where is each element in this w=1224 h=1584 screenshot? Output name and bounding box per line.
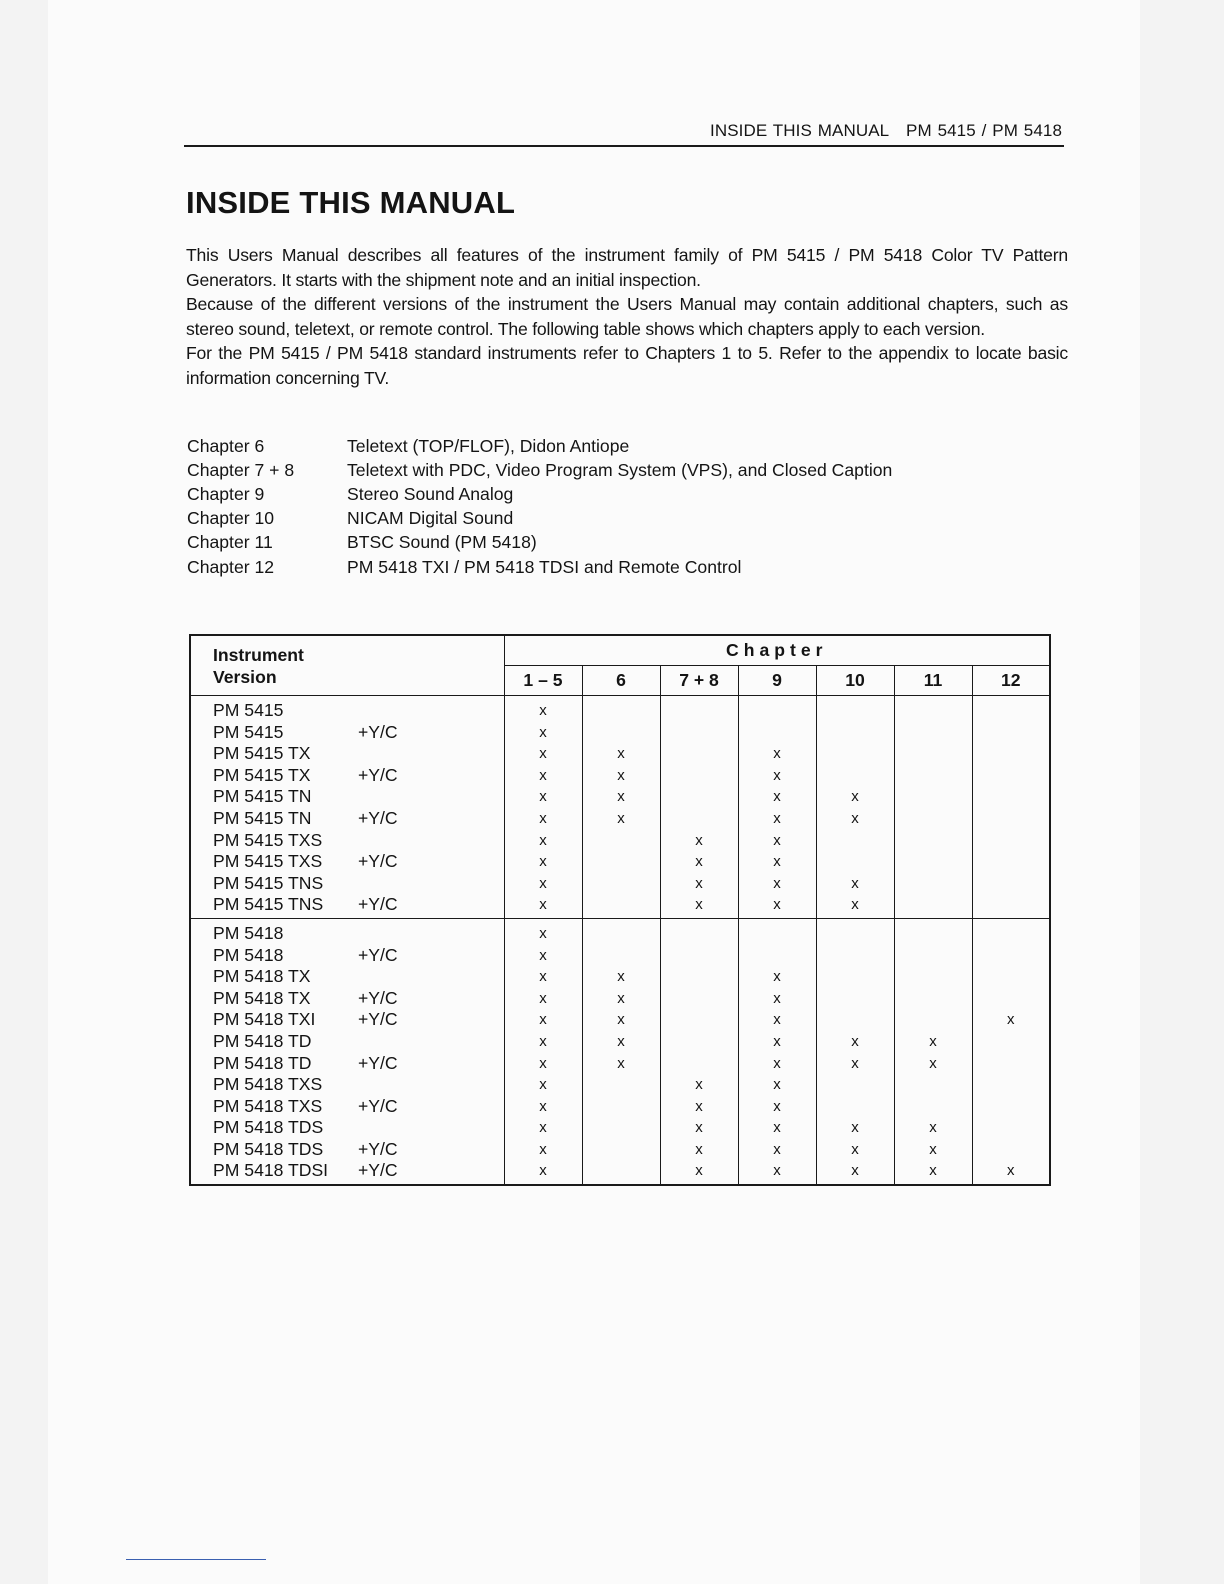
applies-mark xyxy=(817,743,894,765)
column-header: 11 xyxy=(894,666,972,696)
applies-mark xyxy=(973,1031,1050,1053)
applies-mark: x xyxy=(539,723,547,741)
instrument-group xyxy=(190,696,1050,919)
applies-mark: x xyxy=(773,968,781,986)
chapter-column-cell xyxy=(894,918,972,1185)
applies-mark: x xyxy=(773,853,781,871)
applies-mark xyxy=(583,1096,660,1118)
applies-mark xyxy=(583,700,660,722)
chapter-matrix-table xyxy=(189,634,1051,1186)
instrument-name: PM 5418 TD xyxy=(213,1030,312,1051)
applies-mark xyxy=(661,743,738,765)
applies-mark xyxy=(973,1096,1050,1118)
applies-mark: x xyxy=(695,853,703,871)
table-row xyxy=(213,1053,504,1075)
applies-mark xyxy=(973,1074,1050,1096)
applies-mark xyxy=(661,966,738,988)
applies-mark: x xyxy=(851,896,859,914)
footer-line xyxy=(126,1559,266,1560)
chapter-list-item xyxy=(187,507,892,531)
applies-mark: x xyxy=(539,989,547,1007)
instrument-names-cell xyxy=(190,696,504,919)
applies-mark: x xyxy=(695,1140,703,1158)
applies-mark xyxy=(583,1139,660,1161)
applies-mark: x xyxy=(773,788,781,806)
applies-mark: x xyxy=(773,896,781,914)
applies-mark xyxy=(895,966,972,988)
applies-mark xyxy=(817,988,894,1010)
applies-mark xyxy=(895,1096,972,1118)
applies-mark: x xyxy=(773,1097,781,1115)
applies-mark xyxy=(895,786,972,808)
applies-mark xyxy=(661,808,738,830)
applies-mark: x xyxy=(539,1032,547,1050)
applies-mark: x xyxy=(539,1140,547,1158)
applies-mark xyxy=(973,765,1050,787)
applies-mark: x xyxy=(929,1032,937,1050)
table-row xyxy=(213,1096,504,1118)
applies-mark xyxy=(973,851,1050,873)
chapter-list-item xyxy=(187,531,892,555)
applies-mark xyxy=(817,830,894,852)
instrument-name: PM 5418 TXS xyxy=(213,1074,323,1095)
intro-paragraph: Because of the different versions of the instrument the Users Manual may contain additional chapters, such as stereo sound, teletext, or remote control. The following table shows which chapters apply to each version. xyxy=(186,294,1068,339)
applies-mark xyxy=(973,700,1050,722)
applies-mark: x xyxy=(773,874,781,892)
applies-mark: x xyxy=(929,1054,937,1072)
chapter-column-cell xyxy=(582,696,660,919)
applies-mark xyxy=(739,923,816,945)
applies-mark: x xyxy=(539,788,547,806)
instrument-name: PM 5418 TDS xyxy=(213,1117,324,1138)
instrument-option: +Y/C xyxy=(358,944,398,965)
instrument-name: PM 5418 TX xyxy=(213,966,311,987)
applies-mark xyxy=(583,894,660,916)
instrument-name: PM 5418 TD xyxy=(213,1052,312,1073)
applies-mark: x xyxy=(539,874,547,892)
chapter-number: Chapter 10 xyxy=(187,508,275,529)
applies-mark xyxy=(895,743,972,765)
applies-mark: x xyxy=(539,853,547,871)
instrument-name: PM 5418 TDSI xyxy=(213,1160,329,1181)
instrument-name: PM 5415 TN xyxy=(213,786,312,807)
applies-mark: x xyxy=(773,989,781,1007)
applies-mark xyxy=(661,923,738,945)
applies-mark xyxy=(895,1009,972,1031)
instrument-option: +Y/C xyxy=(358,764,398,785)
chapter-column-cell xyxy=(816,918,894,1185)
applies-mark: x xyxy=(539,702,547,719)
applies-mark: x xyxy=(773,1054,781,1072)
applies-mark xyxy=(739,945,816,967)
applies-mark: x xyxy=(773,1162,781,1180)
applies-mark xyxy=(817,1096,894,1118)
applies-mark xyxy=(895,1074,972,1096)
column-header: 10 xyxy=(816,666,894,696)
applies-mark: x xyxy=(617,989,625,1007)
applies-mark xyxy=(661,945,738,967)
instrument-option: +Y/C xyxy=(358,1009,398,1030)
applies-mark xyxy=(973,1139,1050,1161)
applies-mark xyxy=(817,700,894,722)
chapter-list xyxy=(187,434,892,579)
table-row xyxy=(213,988,504,1010)
applies-mark: x xyxy=(851,1162,859,1180)
applies-mark: x xyxy=(929,1119,937,1137)
instrument-option: +Y/C xyxy=(358,851,398,872)
applies-mark xyxy=(583,830,660,852)
applies-mark xyxy=(661,1009,738,1031)
applies-mark: x xyxy=(695,1162,703,1180)
applies-mark: x xyxy=(539,831,547,849)
instrument-name: PM 5415 TXS xyxy=(213,829,323,850)
applies-mark: x xyxy=(539,1097,547,1115)
applies-mark xyxy=(895,722,972,744)
applies-mark: x xyxy=(617,745,625,763)
instrument-name: PM 5415 TXS xyxy=(213,851,323,872)
applies-mark xyxy=(661,786,738,808)
applies-mark xyxy=(739,722,816,744)
chapter-list-item xyxy=(187,458,892,482)
applies-mark: x xyxy=(617,766,625,784)
applies-mark xyxy=(583,851,660,873)
instrument-name: PM 5418 TXS xyxy=(213,1095,323,1116)
column-header: 6 xyxy=(582,666,660,696)
applies-mark xyxy=(973,988,1050,1010)
applies-mark: x xyxy=(617,968,625,986)
table-row xyxy=(213,945,504,967)
instrument-option: +Y/C xyxy=(358,721,398,742)
applies-mark xyxy=(817,722,894,744)
instrument-name: PM 5415 TN xyxy=(213,807,312,828)
chapter-number: Chapter 11 xyxy=(187,532,273,553)
chapter-description: Teletext (TOP/FLOF), Didon Antiope xyxy=(347,435,630,456)
applies-mark xyxy=(973,722,1050,744)
applies-mark xyxy=(973,830,1050,852)
column-header: 7 + 8 xyxy=(660,666,738,696)
chapter-list-item xyxy=(187,434,892,458)
table-row xyxy=(213,722,504,744)
applies-mark xyxy=(973,808,1050,830)
applies-mark: x xyxy=(539,1076,547,1094)
intro-paragraph: For the PM 5415 / PM 5418 standard instruments refer to Chapters 1 to 5. Refer to the appendix to locate basic information concerning TV. xyxy=(186,343,1068,388)
chapter-column-cell xyxy=(972,918,1050,1185)
chapter-column-cell xyxy=(660,918,738,1185)
applies-mark: x xyxy=(539,896,547,914)
applies-mark: x xyxy=(617,788,625,806)
applies-mark xyxy=(817,966,894,988)
applies-mark xyxy=(895,945,972,967)
applies-mark xyxy=(817,945,894,967)
chapter-column-cell xyxy=(894,696,972,919)
applies-mark xyxy=(973,743,1050,765)
chapter-number: Chapter 9 xyxy=(187,483,265,504)
applies-mark xyxy=(583,923,660,945)
instrument-name: PM 5415 xyxy=(213,700,284,720)
table-row xyxy=(213,743,504,765)
applies-mark: x xyxy=(851,1119,859,1137)
chapter-header: Chapter xyxy=(504,635,1050,666)
intro-text xyxy=(186,243,1068,391)
applies-mark xyxy=(661,765,738,787)
applies-mark xyxy=(661,1053,738,1075)
applies-mark xyxy=(817,851,894,873)
table-row xyxy=(213,1139,504,1161)
applies-mark: x xyxy=(539,1162,547,1180)
instrument-name: PM 5418 TXI xyxy=(213,1009,316,1030)
chapter-column-cell xyxy=(738,696,816,919)
column-header: 1 – 5 xyxy=(504,666,582,696)
applies-mark xyxy=(817,1009,894,1031)
applies-mark: x xyxy=(695,831,703,849)
applies-mark xyxy=(895,808,972,830)
applies-mark xyxy=(973,1053,1050,1075)
applies-mark: x xyxy=(773,831,781,849)
instrument-name: PM 5418 xyxy=(213,922,284,943)
applies-mark xyxy=(583,1160,660,1182)
applies-mark: x xyxy=(929,1162,937,1180)
applies-mark: x xyxy=(773,766,781,784)
column-header: 9 xyxy=(738,666,816,696)
applies-mark xyxy=(895,923,972,945)
applies-mark xyxy=(895,765,972,787)
table-row xyxy=(213,873,504,895)
chapter-description: BTSC Sound (PM 5418) xyxy=(347,532,537,553)
applies-mark xyxy=(583,722,660,744)
applies-mark xyxy=(973,966,1050,988)
table-row xyxy=(213,765,504,787)
applies-mark: x xyxy=(851,788,859,806)
table-row xyxy=(213,894,504,916)
chapter-column-cell xyxy=(582,918,660,1185)
applies-mark xyxy=(583,1117,660,1139)
header-version: Version xyxy=(213,667,277,687)
table-row xyxy=(213,966,504,988)
applies-mark: x xyxy=(695,874,703,892)
applies-mark xyxy=(973,1117,1050,1139)
chapter-number: Chapter 7 + 8 xyxy=(187,459,295,480)
applies-mark: x xyxy=(539,924,547,942)
applies-mark: x xyxy=(539,809,547,827)
table-row xyxy=(213,851,504,873)
applies-mark: x xyxy=(773,1076,781,1094)
instrument-name: PM 5415 TNS xyxy=(213,872,324,893)
chapter-description: PM 5418 TXI / PM 5418 TDSI and Remote Control xyxy=(347,556,742,577)
header-instrument: Instrument xyxy=(213,645,304,665)
table-row xyxy=(213,1117,504,1139)
applies-mark: x xyxy=(539,946,547,964)
instrument-name: PM 5415 xyxy=(213,721,284,742)
intro-paragraph: This Users Manual describes all features of the instrument family of PM 5415 / PM 5418 Color TV Pattern Generators. It starts with the shipment note and an initial inspection. xyxy=(186,245,1068,290)
applies-mark xyxy=(739,700,816,722)
instrument-group xyxy=(190,918,1050,1185)
applies-mark: x xyxy=(617,1011,625,1029)
applies-mark: x xyxy=(617,1032,625,1050)
chapter-column-cell xyxy=(504,918,582,1185)
applies-mark xyxy=(973,873,1050,895)
header-rule xyxy=(184,145,1064,147)
table-row xyxy=(213,830,504,852)
applies-mark: x xyxy=(851,874,859,892)
chapter-number: Chapter 12 xyxy=(187,556,275,577)
applies-mark xyxy=(895,830,972,852)
applies-mark xyxy=(583,1074,660,1096)
running-header: INSIDE THIS MANUAL PM 5415 / PM 5418 xyxy=(710,121,1062,140)
applies-mark xyxy=(583,873,660,895)
chapter-column-cell xyxy=(738,918,816,1185)
applies-mark xyxy=(583,945,660,967)
applies-mark: x xyxy=(539,766,547,784)
applies-mark xyxy=(973,894,1050,916)
chapter-column-cell xyxy=(504,696,582,919)
applies-mark: x xyxy=(851,1140,859,1158)
instrument-names-cell xyxy=(190,918,504,1185)
applies-mark: x xyxy=(695,1076,703,1094)
applies-mark xyxy=(661,700,738,722)
applies-mark: x xyxy=(851,1032,859,1050)
applies-mark: x xyxy=(695,1097,703,1115)
instrument-option: +Y/C xyxy=(358,1138,398,1159)
instrument-name: PM 5418 TDS xyxy=(213,1138,324,1159)
applies-mark xyxy=(895,894,972,916)
applies-mark: x xyxy=(539,745,547,763)
column-header: 12 xyxy=(972,666,1050,696)
applies-mark: x xyxy=(773,809,781,827)
instrument-name: PM 5418 xyxy=(213,944,284,965)
chapter-description: NICAM Digital Sound xyxy=(347,508,514,529)
applies-mark xyxy=(973,945,1050,967)
applies-mark: x xyxy=(851,1054,859,1072)
applies-mark xyxy=(973,923,1050,945)
instrument-version-header xyxy=(190,635,504,696)
table-row xyxy=(213,808,504,830)
chapter-number: Chapter 6 xyxy=(187,435,265,456)
instrument-option: +Y/C xyxy=(358,894,398,915)
applies-mark: x xyxy=(617,1054,625,1072)
instrument-name: PM 5415 TX xyxy=(213,743,311,764)
chapter-list-item xyxy=(187,555,892,579)
chapter-column-cell xyxy=(660,696,738,919)
applies-mark: x xyxy=(539,968,547,986)
applies-mark: x xyxy=(1007,1011,1015,1029)
applies-mark: x xyxy=(773,1119,781,1137)
chapter-list-item xyxy=(187,482,892,506)
table-row xyxy=(213,1074,504,1096)
applies-mark xyxy=(661,1031,738,1053)
applies-mark: x xyxy=(539,1119,547,1137)
applies-mark: x xyxy=(695,896,703,914)
instrument-name: PM 5418 TX xyxy=(213,987,311,1008)
applies-mark xyxy=(817,765,894,787)
instrument-option: +Y/C xyxy=(358,807,398,828)
instrument-option: +Y/C xyxy=(358,1095,398,1116)
instrument-option: +Y/C xyxy=(358,1052,398,1073)
applies-mark: x xyxy=(539,1054,547,1072)
applies-mark xyxy=(661,988,738,1010)
applies-mark: x xyxy=(695,1119,703,1137)
applies-mark: x xyxy=(539,1011,547,1029)
table-row xyxy=(213,1009,504,1031)
applies-mark xyxy=(895,873,972,895)
instrument-name: PM 5415 TX xyxy=(213,764,311,785)
applies-mark: x xyxy=(929,1140,937,1158)
applies-mark: x xyxy=(851,809,859,827)
applies-mark xyxy=(895,700,972,722)
instrument-option: +Y/C xyxy=(358,1160,398,1181)
applies-mark xyxy=(895,851,972,873)
page-title: INSIDE THIS MANUAL xyxy=(186,185,516,220)
chapter-description: Teletext with PDC, Video Program System (VPS), and Closed Caption xyxy=(347,459,893,480)
applies-mark: x xyxy=(617,809,625,827)
applies-mark: x xyxy=(1007,1162,1015,1180)
applies-mark: x xyxy=(773,1011,781,1029)
applies-mark xyxy=(973,786,1050,808)
table-row xyxy=(213,786,504,808)
chapter-column-cell xyxy=(972,696,1050,919)
applies-mark xyxy=(817,923,894,945)
applies-mark xyxy=(895,988,972,1010)
instrument-name: PM 5415 TNS xyxy=(213,894,324,915)
table-row xyxy=(213,1160,504,1182)
table-row xyxy=(213,1031,504,1053)
applies-mark: x xyxy=(773,745,781,763)
table-row xyxy=(213,700,504,722)
instrument-option: +Y/C xyxy=(358,987,398,1008)
chapter-column-cell xyxy=(816,696,894,919)
applies-mark xyxy=(817,1074,894,1096)
applies-mark xyxy=(661,722,738,744)
applies-mark: x xyxy=(773,1032,781,1050)
table-row xyxy=(213,923,504,945)
chapter-description: Stereo Sound Analog xyxy=(347,483,514,504)
applies-mark: x xyxy=(773,1140,781,1158)
